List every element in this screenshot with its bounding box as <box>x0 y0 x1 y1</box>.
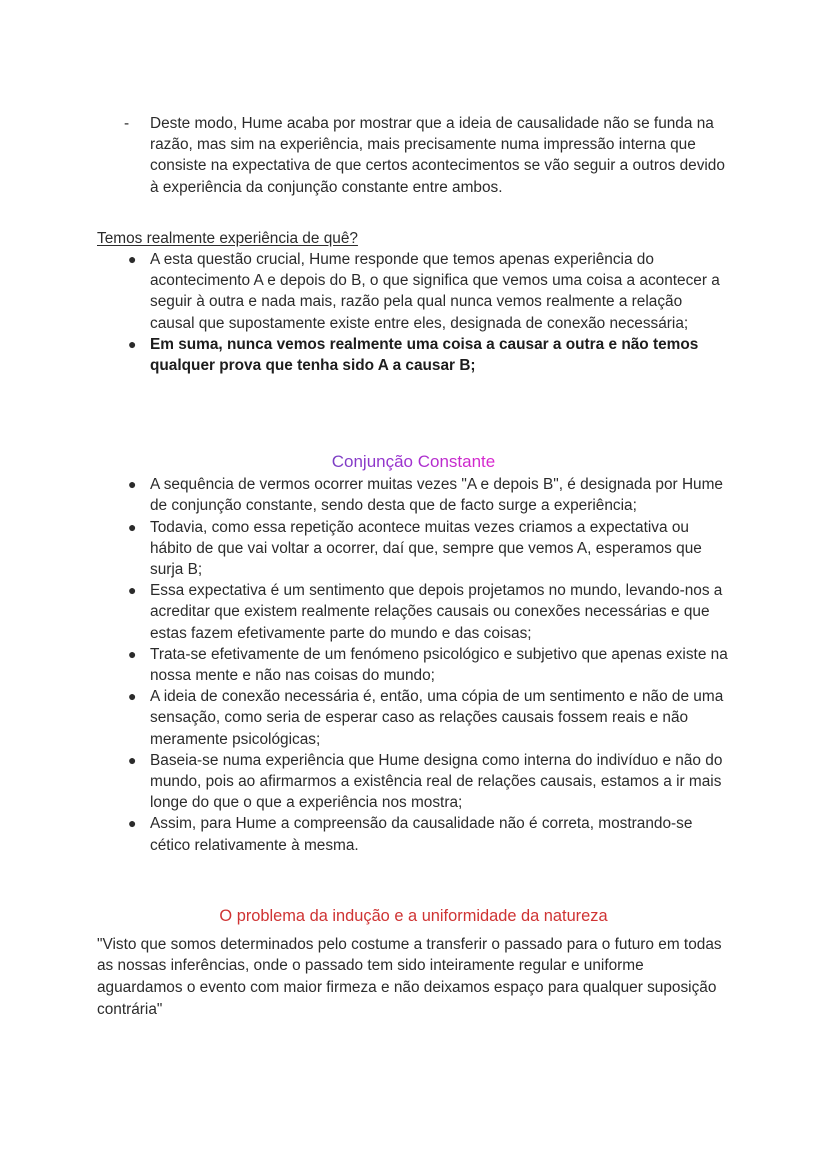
inducao-quote: "Visto que somos determinados pelo costume a transferir o passado para o futuro em todas as nossas inferências, onde o passado tem sido inteiramente regular e uniforme aguardamos o evento com maior firmeza e não deixamos espaço para qualquer suposição contrária" <box>97 935 722 1018</box>
list-item-text: A esta questão crucial, Hume responde que temos apenas experiência do acontecimento A e depois do B, o que significa que vemos uma coisa a acontecer a seguir à outra e nada mais, razão pela qual nunca vemos realmente a relação causal que supostamente existe entre eles, designada de conexão necessária; <box>150 251 720 332</box>
bullet-marker: ● <box>128 815 137 832</box>
list-item-text: Assim, para Hume a compreensão da causalidade não é correta, mostrando-se cético relativamente à mesma. <box>150 815 693 854</box>
list-item <box>97 813 730 855</box>
bullet-marker: ● <box>128 751 137 768</box>
bullet-marker: ● <box>128 645 137 662</box>
list-item-text: Todavia, como essa repetição acontece muitas vezes criamos a expectativa ou hábito de que vai voltar a ocorrer, daí que, sempre que vemos A, esperamos que surja B; <box>150 518 702 579</box>
experiencia-bullets <box>97 249 730 376</box>
list-item <box>97 686 730 750</box>
section-heading-conjuncao: Conjunção Constante <box>332 450 496 474</box>
spacer <box>97 376 730 450</box>
bullet-marker: ● <box>128 476 137 493</box>
list-item-text: Deste modo, Hume acaba por mostrar que a ideia de causalidade não se funda na razão, mas sim na experiência, mais precisamente numa impressão interna que consiste na expectativa de que certos acontecimentos se vão seguir a outros devido à experiência da conjunção constante entre ambos. <box>150 115 725 196</box>
list-item <box>97 474 730 516</box>
list-item-text: A ideia de conexão necessária é, então, uma cópia de um sentimento e não de uma sensação, como seria de esperar caso as relações causais fossem reais e não meramente psicológicas; <box>150 688 724 748</box>
bullet-marker: ● <box>128 251 137 268</box>
list-item-text: Baseia-se numa experiência que Hume designa como interna do indivíduo e não do mundo, pois ao afirmarmos a existência real de relações causais, estamos a ir mais longe do que o que a experiência nos mostra; <box>150 751 723 812</box>
conjuncao-bullets <box>97 474 730 856</box>
list-item-text: Em suma, nunca vemos realmente uma coisa a causar a outra e não temos qualquer prova que tenha sido A a causar B; <box>150 335 699 375</box>
spacer <box>97 198 730 228</box>
section-experiencia <box>97 228 730 376</box>
list-item <box>97 644 730 686</box>
section-inducao <box>97 905 730 1020</box>
section-conjuncao <box>97 450 730 856</box>
spacer <box>97 856 730 905</box>
bullet-marker: ● <box>128 688 137 705</box>
dash-marker: - <box>124 115 130 132</box>
list-item-text: Trata-se efetivamente de um fenómeno psicológico e subjetivo que apenas existe na nossa mente e não nas coisas do mundo; <box>150 645 728 685</box>
section-heading-experiencia: Temos realmente experiência de quê? <box>97 229 358 247</box>
section-heading-conjuncao-wrapper <box>97 450 730 474</box>
list-item <box>97 750 730 814</box>
intro-block <box>97 113 730 198</box>
list-item <box>97 517 730 581</box>
bullet-marker: ● <box>128 335 137 352</box>
bullet-marker: ● <box>128 582 137 599</box>
list-item-text: A sequência de vermos ocorrer muitas vezes "A e depois B", é designada por Hume de conjunção constante, sendo desta que de facto surge a experiência; <box>150 476 723 515</box>
list-item <box>97 113 730 198</box>
list-item-text: Essa expectativa é um sentimento que depois projetamos no mundo, levando-nos a acreditar que existem realmente relações causais ou conexões necessárias e que estas fazem efetivamente parte do mundo e das coisas; <box>150 582 723 642</box>
list-item <box>97 580 730 644</box>
bullet-marker: ● <box>128 518 137 535</box>
list-item <box>97 249 730 334</box>
list-item <box>97 334 730 376</box>
section-heading-inducao: O problema da indução e a uniformidade da natureza <box>219 906 608 925</box>
